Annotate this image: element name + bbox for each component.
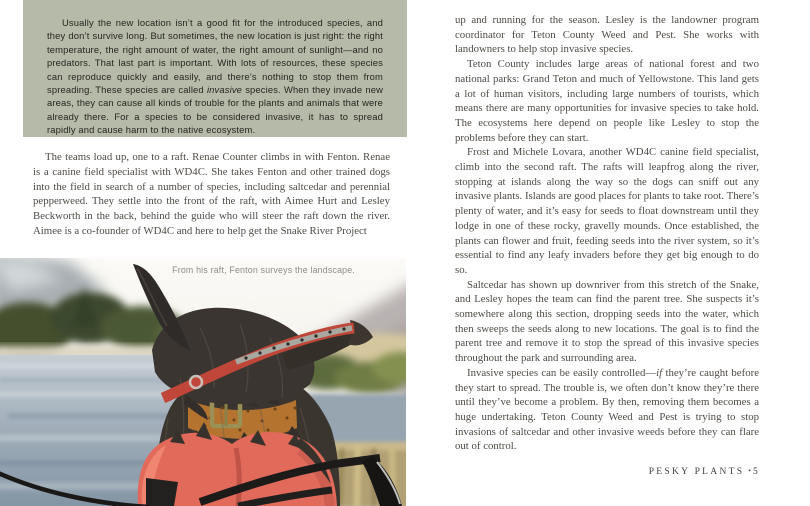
callout-text: Usually the new location isn’t a good fit for the introduced species, and they don’t survive long. But sometimes, the new location is just right: the right temperature, the right amount of water, the right amount of sunlight—and no predators. That last part is important. With lots of resources, these species can reproduce quickly and easily, and there’s nothing to stop them from spreading. These species are called invasive species. When they invade new areas, they can cause all kinds of trouble for the plants and animals that were already there. For a species to be considered invasive, it has to spread rapidly and cause harm to the native ecosystem. [47,17,384,136]
paragraph: Invasive species can be easily controlled—if they’re caught before they start to spread. The trouble is, we often don’t know they’re there until they’ve become a problem. By then, removing them becomes a huge undertaking. Teton County Weed and Pest is trying to stop invasions of saltcedar and other invasive weeds before they can flare out of control. [455,366,759,453]
footer-page-number: 5 [752,467,760,477]
running-footer [649,466,760,477]
body-column-right [455,13,759,454]
body-paragraph-left: The teams load up, one to a raft. Renae Counter climbs in with Fenton. Renae is a canine field specialist with WD4C. She takes Fenton and other trained dogs into the field in search of a number of species, including saltcedar and perennial pepperweed. They settle into the front of the raft, with Aimee Hurt and Lesley Beckworth in the back, behind the guide who will steer the raft down the river. Aimee is a co-founder of WD4C and here to help get the Snake River Project [33,151,390,237]
photo-caption: From his raft, Fenton surveys the landscape. [172,265,355,275]
callout-box [23,0,407,137]
footer-separator: • [748,466,751,475]
paragraph: Frost and Michele Lovara, another WD4C canine field specialist, climb into the second raft. The rafts will leapfrog along the river, stopping at islands along the way so the dogs can sniff out any invasive plants. Islands are good places for plants to take root. There’s plenty of water, and it’s easy for seeds to float downstream until they lodge in one of these rocky, gravelly mounds. Once established, the plants can flower and fruit, feeding seeds into the river system, so it’s essential to find any leafy invaders before they get big enough to do so. [455,146,759,276]
paragraph: up and running for the season. Lesley is the landowner program coordinator for Teton County Weed and Pest. She works with landowners to help stop invasive species. [455,14,759,56]
footer-chapter-title: PESKY PLANTS [648,467,745,477]
paragraph: Saltcedar has shown up downriver from this stretch of the Snake, and Lesley hopes the team can find the parent tree. She suspects it’s somewhere along this section, dropping seeds into the water, which then sweeps the seeds along to new locations. The goal is to find the parent tree and remove it to stop the spread of this invasive species throughout the park and surrounding area. [455,278,759,365]
photo-fenton-raft [0,258,406,506]
photo-illustration [0,258,406,506]
paragraph: Teton County includes large areas of national forest and two national parks: Grand Teton and much of Yellowstone. This land gets a lot of human visitors, including large numbers of tourists, which means there are many opportunities for invasive species to take hold. The ecosystems here depend on people like Lesley to stop the problems before they can start. [455,58,759,144]
